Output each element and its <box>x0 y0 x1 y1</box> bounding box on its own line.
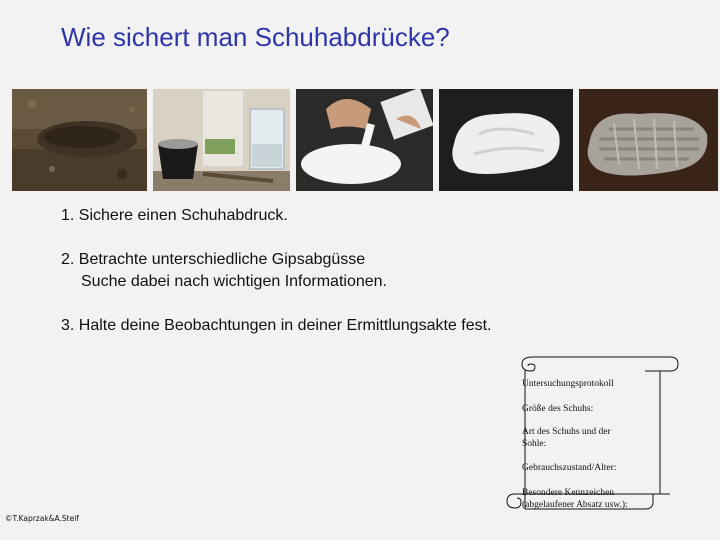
step-2-detail: Suche dabei nach wichtigen Informationen. <box>81 273 387 290</box>
protocol-kind-field-cont: Sohle: <box>522 439 547 449</box>
protocol-features-field: Besondere Kennzeichen <box>522 488 615 498</box>
plaster-mixing-photo <box>153 89 290 191</box>
step-3: 3. Halte deine Beobachtungen in deiner Ermittlungsakte fest. <box>61 317 492 334</box>
pouring-plaster-photo <box>296 89 433 191</box>
photo-strip <box>12 89 718 191</box>
protocol-condition-field: Gebrauchszustand/Alter: <box>522 463 617 473</box>
copyright-note: ©T.Kaprzak&A.Steif <box>5 514 79 523</box>
protocol-features-field-cont: (abgelaufener Absatz usw.): <box>522 500 628 510</box>
protocol-size-field: Größe des Schuhs: <box>522 404 594 414</box>
protocol-heading: Untersuchungsprotokoll <box>522 379 614 389</box>
step-2: 2. Betrachte unterschiedliche Gipsabgüsse <box>61 251 366 268</box>
footprint-in-soil-photo <box>12 89 147 191</box>
step-1: 1. Sichere einen Schuhabdruck. <box>61 207 288 224</box>
cleaned-cast-photo <box>579 89 718 191</box>
page-title: Wie sichert man Schuhabdrücke? <box>61 22 450 52</box>
protocol-kind-field: Art des Schuhs und der <box>522 427 611 437</box>
white-plaster-cast-photo <box>439 89 573 191</box>
